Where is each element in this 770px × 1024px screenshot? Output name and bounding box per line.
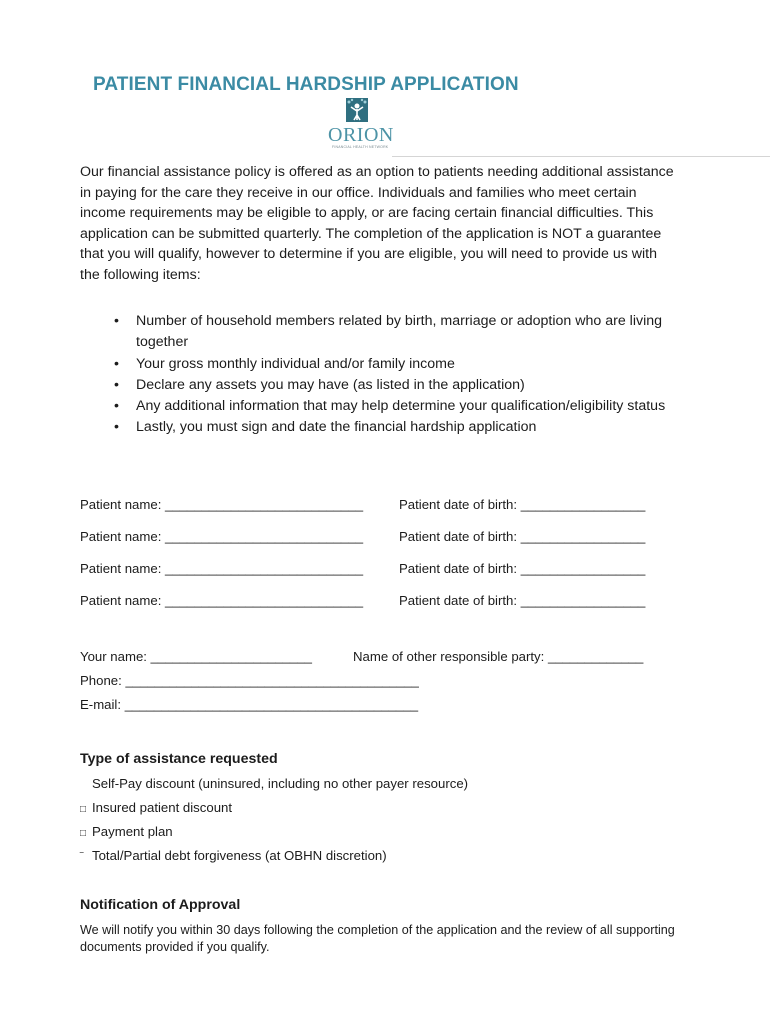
assistance-option[interactable]: Self-Pay discount (uninsured, including no other payer resource) (92, 776, 469, 791)
checkbox-icon[interactable]: □ (80, 828, 87, 839)
requirements-list (80, 311, 680, 439)
assistance-option[interactable]: ‾ Total/Partial debt forgiveness (at OBHN discretion) (80, 848, 387, 863)
bullet-icon: • (114, 398, 119, 415)
patient-row (80, 497, 680, 512)
header-divider (392, 156, 770, 157)
patient-dob-field[interactable]: Patient date of birth: _________________ (399, 529, 646, 544)
notification-heading: Notification of Approval (80, 897, 241, 913)
assistance-option[interactable]: □ Insured patient discount (80, 800, 233, 815)
patient-row (80, 529, 680, 544)
patient-row (80, 561, 680, 576)
list-item: • Number of household members related by birth, marriage or adoption who are living together (114, 313, 662, 351)
list-item: • Any additional information that may help determine your qualification/eligibility status (80, 396, 680, 417)
patient-name-field[interactable]: Patient name: ___________________________ (80, 529, 364, 544)
your-name-field[interactable]: Your name: ______________________ (80, 649, 312, 664)
intro-paragraph: Our financial assistance policy is offered as an option to patients needing additional assistance in paying for the care they receive in our office. Individuals and families who meet certain income requirements may be eligible to apply, or are facing certain financial difficulties. This application can be submitted quarterly. The completion of the application is NOT a guarantee that you will qualify, however to determine if you are eligible, you will need to provide us with the following items: (80, 164, 674, 283)
page-title: PATIENT FINANCIAL HARDSHIP APPLICATION (93, 74, 519, 95)
bullet-icon: • (114, 419, 119, 436)
bullet-icon: • (114, 376, 119, 393)
email-field[interactable]: E-mail: ________________________________________ (80, 697, 419, 712)
patient-dob-field[interactable]: Patient date of birth: _________________ (399, 593, 646, 608)
notification-text: We will notify you within 30 days following the completion of the application and the review of all supporting documents provided if you qualify. (80, 923, 675, 954)
patient-dob-field[interactable]: Patient date of birth: _________________ (399, 497, 646, 512)
patient-name-field[interactable]: Patient name: ___________________________ (80, 593, 364, 608)
list-item: • Lastly, you must sign and date the financial hardship application (80, 417, 680, 438)
bullet-icon: • (114, 313, 119, 329)
orion-logo (322, 98, 394, 154)
other-party-field[interactable]: Name of other responsible party: _____________ (353, 649, 644, 664)
list-item: • Declare any assets you may have (as listed in the application) (80, 375, 680, 396)
bullet-icon: • (114, 355, 119, 372)
patient-row (80, 593, 680, 608)
assistance-option[interactable]: □ Payment plan (80, 824, 173, 839)
phone-field[interactable]: Phone: ________________________________________ (80, 673, 419, 688)
logo-wordmark: ORION (328, 124, 394, 146)
checkbox-icon[interactable]: □ (80, 804, 87, 815)
patient-name-field[interactable]: Patient name: ___________________________ (80, 561, 364, 576)
logo-subtitle: FINANCIAL HEALTH NETWORK (332, 145, 389, 149)
checkbox-icon[interactable]: ‾ (80, 852, 84, 863)
patient-name-field[interactable]: Patient name: ___________________________ (80, 497, 364, 512)
assistance-heading: Type of assistance requested (80, 751, 278, 767)
patient-dob-field[interactable]: Patient date of birth: _________________ (399, 561, 646, 576)
contact-row (80, 649, 680, 664)
list-item: • Your gross monthly individual and/or family income (80, 354, 680, 375)
